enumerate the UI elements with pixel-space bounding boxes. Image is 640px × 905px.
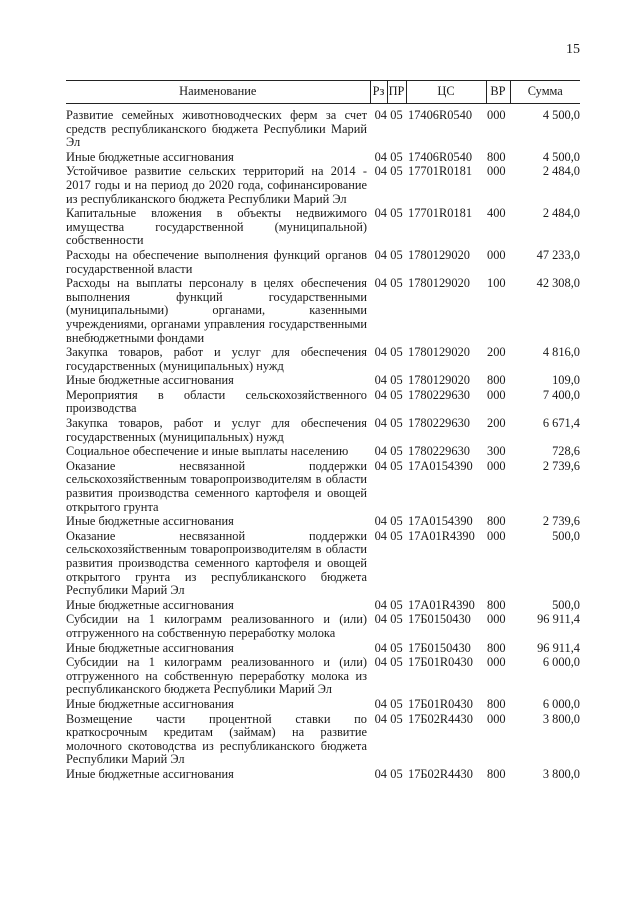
row-cs: 17А0154390 xyxy=(408,514,473,529)
row-rz: 04 xyxy=(374,149,387,164)
row-name: Расходы на выплаты персоналу в целях обеспечения выполнения функций государственными (муниципальными) органами, казенными учреждениями, органами управления государственными внебюджетными фондами xyxy=(66,276,367,345)
table-row xyxy=(66,164,580,206)
row-sum: 96 911,4 xyxy=(537,640,580,655)
row-pr: 05 xyxy=(390,597,403,612)
row-sum: 7 400,0 xyxy=(542,387,580,402)
row-sum: 109,0 xyxy=(552,373,580,388)
row-rz: 04 xyxy=(374,766,387,781)
row-vr: 000 xyxy=(487,387,506,402)
row-name: Субсидии на 1 килограмм реализованного и (или) отгруженного на собственную переработку молока xyxy=(66,612,367,640)
row-rz: 04 xyxy=(374,276,387,291)
row-name: Устойчивое развитие сельских территорий на 2014 - 2017 годы и на период до 2020 года, софинансирование из республиканского бюджета Республики Марий Эл xyxy=(66,164,367,206)
row-pr: 05 xyxy=(390,276,403,291)
row-name: Иные бюджетные ассигнования xyxy=(66,373,234,388)
row-name: Иные бюджетные ассигнования xyxy=(66,696,234,711)
row-rz: 04 xyxy=(374,655,387,670)
row-rz: 04 xyxy=(374,444,387,459)
row-rz: 04 xyxy=(374,247,387,262)
row-name: Оказание несвязанной поддержки сельскохозяйственным товаропроизводителям в области развития производства семенного картофеля и овощей открытого грунта из республиканского бюджета Республики Марий Эл xyxy=(66,528,367,598)
row-vr: 200 xyxy=(487,416,506,431)
row-vr: 000 xyxy=(487,711,506,726)
row-vr: 000 xyxy=(487,108,506,122)
row-cs: 17Б02R4430 xyxy=(408,766,473,781)
table-row xyxy=(66,767,580,782)
row-cs: 17А01R4390 xyxy=(408,597,475,612)
table-row xyxy=(66,697,580,712)
row-sum: 500,0 xyxy=(552,597,580,612)
row-name: Развитие семейных животноводческих ферм за счет средств республиканского бюджета Республики Марий Эл xyxy=(66,108,367,150)
row-sum: 4 500,0 xyxy=(542,108,580,122)
row-name: Возмещение части процентной ставки по краткосрочным кредитам (займам) на развитие молочного скотоводства из республиканского бюджета Республики Марий Эл xyxy=(66,711,367,767)
row-sum: 2 739,6 xyxy=(542,514,580,529)
row-cs: 17Б0150430 xyxy=(408,640,471,655)
table-row xyxy=(66,514,580,529)
row-pr: 05 xyxy=(390,612,403,627)
header-sum: Сумма xyxy=(510,81,580,104)
row-name: Иные бюджетные ассигнования xyxy=(66,149,234,164)
header-pr: ПР xyxy=(387,81,406,104)
row-vr: 800 xyxy=(487,696,506,711)
row-rz: 04 xyxy=(374,528,387,543)
row-pr: 05 xyxy=(390,458,403,473)
row-sum: 42 308,0 xyxy=(536,276,580,291)
row-cs: 17Б0150430 xyxy=(408,612,471,627)
table-row xyxy=(66,345,580,373)
row-cs: 17406R0540 xyxy=(408,149,473,164)
row-pr: 05 xyxy=(390,711,403,726)
row-cs: 1780129020 xyxy=(408,276,470,291)
row-vr: 800 xyxy=(487,373,506,388)
row-name: Капитальные вложения в объекты недвижимого имущества государственной (муниципальной) собственности xyxy=(66,206,367,248)
row-name: Расходы на обеспечение выполнения функций органов государственной власти xyxy=(66,247,367,276)
row-cs: 17Б01R0430 xyxy=(408,655,473,670)
row-rz: 04 xyxy=(374,373,387,388)
row-sum: 6 000,0 xyxy=(542,696,580,711)
row-cs: 17Б02R4430 xyxy=(408,711,473,726)
row-pr: 05 xyxy=(390,528,403,543)
row-pr: 05 xyxy=(390,206,403,221)
row-cs: 1780129020 xyxy=(408,345,470,360)
table-header xyxy=(66,81,580,104)
row-name: Мероприятия в области сельскохозяйственного производства xyxy=(66,387,367,416)
row-name: Иные бюджетные ассигнования xyxy=(66,766,234,781)
table-row xyxy=(66,712,580,767)
row-pr: 05 xyxy=(390,387,403,402)
row-pr: 05 xyxy=(390,149,403,164)
row-sum: 3 800,0 xyxy=(542,766,580,781)
row-sum: 2 739,6 xyxy=(542,458,580,473)
table-row xyxy=(66,388,580,416)
row-cs: 17А01R4390 xyxy=(408,528,475,543)
row-rz: 04 xyxy=(374,345,387,360)
row-vr: 000 xyxy=(487,247,506,262)
row-sum: 47 233,0 xyxy=(536,247,580,262)
row-vr: 800 xyxy=(487,766,506,781)
budget-table xyxy=(66,80,580,782)
row-cs: 1780229630 xyxy=(408,444,470,459)
row-cs: 17Б01R0430 xyxy=(408,696,473,711)
row-pr: 05 xyxy=(390,444,403,459)
header-vr: ВР xyxy=(486,81,510,104)
row-sum: 500,0 xyxy=(552,528,580,543)
row-cs: 1780129020 xyxy=(408,373,470,388)
row-cs: 17701R0181 xyxy=(408,206,473,221)
row-cs: 1780129020 xyxy=(408,247,470,262)
row-name: Социальное обеспечение и иные выплаты населению xyxy=(66,444,349,459)
row-sum: 2 484,0 xyxy=(542,206,580,221)
table-row xyxy=(66,598,580,613)
row-rz: 04 xyxy=(374,164,387,179)
row-vr: 300 xyxy=(487,444,506,459)
row-sum: 3 800,0 xyxy=(542,711,580,726)
row-vr: 000 xyxy=(487,164,506,179)
row-name: Иные бюджетные ассигнования xyxy=(66,640,234,655)
row-sum: 96 911,4 xyxy=(537,612,580,627)
table-row xyxy=(66,104,580,150)
header-row xyxy=(66,81,580,104)
row-rz: 04 xyxy=(374,711,387,726)
page-number: 15 xyxy=(566,42,580,57)
table-row xyxy=(66,248,580,276)
row-pr: 05 xyxy=(390,416,403,431)
row-rz: 04 xyxy=(374,416,387,431)
table-row xyxy=(66,416,580,444)
row-rz: 04 xyxy=(374,514,387,529)
row-vr: 800 xyxy=(487,514,506,529)
row-vr: 800 xyxy=(487,597,506,612)
row-sum: 6 671,4 xyxy=(542,416,580,431)
row-rz: 04 xyxy=(374,612,387,627)
row-name: Иные бюджетные ассигнования xyxy=(66,514,234,529)
row-name: Закупка товаров, работ и услуг для обеспечения государственных (муниципальных) нужд xyxy=(66,416,367,444)
table-row xyxy=(66,641,580,656)
table-row xyxy=(66,459,580,514)
row-rz: 04 xyxy=(374,640,387,655)
row-rz: 04 xyxy=(374,108,387,122)
row-vr: 000 xyxy=(487,655,506,670)
row-cs: 17А0154390 xyxy=(408,458,473,473)
header-name: Наименование xyxy=(66,81,370,104)
table-body xyxy=(66,104,580,782)
row-pr: 05 xyxy=(390,345,403,360)
table-row xyxy=(66,373,580,388)
row-vr: 800 xyxy=(487,149,506,164)
row-vr: 400 xyxy=(487,206,506,221)
row-sum: 4 500,0 xyxy=(542,149,580,164)
table-row xyxy=(66,276,580,345)
row-vr: 100 xyxy=(487,276,506,291)
row-rz: 04 xyxy=(374,387,387,402)
row-sum: 4 816,0 xyxy=(542,345,580,360)
row-cs: 17406R0540 xyxy=(408,108,473,122)
row-vr: 800 xyxy=(487,640,506,655)
row-rz: 04 xyxy=(374,458,387,473)
row-sum: 6 000,0 xyxy=(542,655,580,670)
row-sum: 2 484,0 xyxy=(542,164,580,179)
row-name: Иные бюджетные ассигнования xyxy=(66,597,234,612)
header-rz: Рз xyxy=(370,81,387,104)
row-vr: 200 xyxy=(487,345,506,360)
row-name: Субсидии на 1 килограмм реализованного и (или) отгруженного на собственную переработку молока из республиканского бюджета Республики Марий Эл xyxy=(66,655,367,697)
table-row xyxy=(66,206,580,248)
table-row xyxy=(66,612,580,640)
row-pr: 05 xyxy=(390,108,403,122)
row-cs: 1780229630 xyxy=(408,416,470,431)
row-vr: 000 xyxy=(487,612,506,627)
row-pr: 05 xyxy=(390,373,403,388)
table-row xyxy=(66,150,580,165)
row-pr: 05 xyxy=(390,514,403,529)
row-cs: 1780229630 xyxy=(408,387,470,402)
row-rz: 04 xyxy=(374,206,387,221)
row-name: Закупка товаров, работ и услуг для обеспечения государственных (муниципальных) нужд xyxy=(66,345,367,373)
row-pr: 05 xyxy=(390,655,403,670)
row-pr: 05 xyxy=(390,696,403,711)
header-cs: ЦС xyxy=(406,81,486,104)
table-row xyxy=(66,444,580,459)
row-name: Оказание несвязанной поддержки сельскохозяйственным товаропроизводителям в области развития производства семенного картофеля и овощей открытого грунта xyxy=(66,458,367,514)
row-vr: 000 xyxy=(487,528,506,543)
row-pr: 05 xyxy=(390,164,403,179)
row-pr: 05 xyxy=(390,247,403,262)
row-rz: 04 xyxy=(374,597,387,612)
row-rz: 04 xyxy=(374,696,387,711)
row-sum: 728,6 xyxy=(552,444,580,459)
row-vr: 000 xyxy=(487,458,506,473)
table-row xyxy=(66,529,580,598)
row-pr: 05 xyxy=(390,766,403,781)
row-cs: 17701R0181 xyxy=(408,164,473,179)
row-pr: 05 xyxy=(390,640,403,655)
table-row xyxy=(66,655,580,697)
